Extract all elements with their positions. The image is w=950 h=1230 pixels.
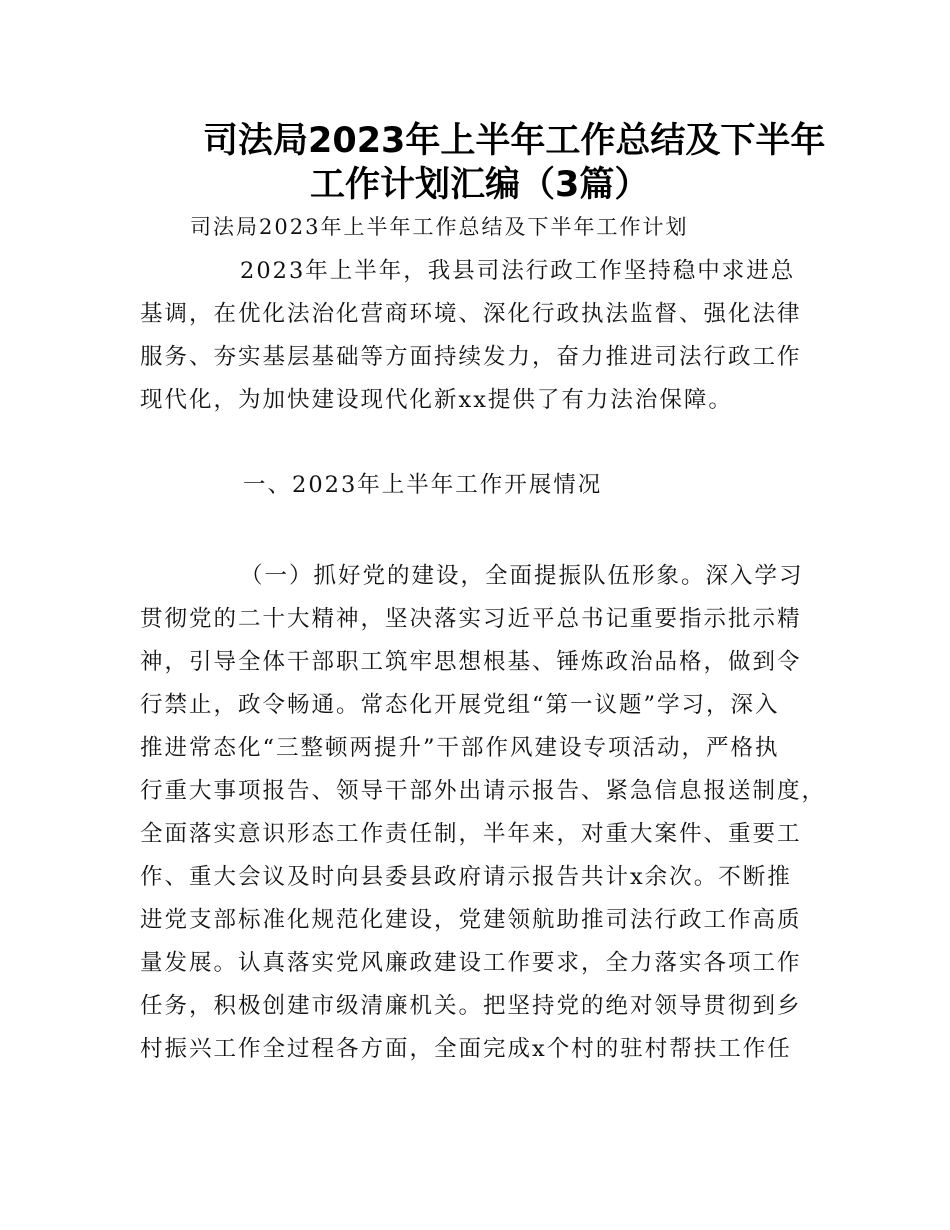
paragraph-line: 进党支部标准化规范化建设，党建领航助推司法行政工作高质: [140, 907, 802, 933]
paragraph-line: 服务、夯实基层基础等方面持续发力，奋力推进司法行政工作: [140, 344, 802, 370]
paragraph-line: 神，引导全体干部职工筑牢思想根基、锤炼政治品格，做到令: [140, 649, 802, 675]
paragraph-line: 全面落实意识形态工作责任制，半年来，对重大案件、重要工: [140, 821, 802, 847]
paragraph-line: （一）抓好党的建设，全面提振队伍形象。深入学习: [240, 563, 804, 589]
paragraph-line: 推进常态化“三整顿两提升”干部作风建设专项活动，严格执: [140, 735, 780, 761]
paragraph-line: 行禁止，政令畅通。常态化开展党组“第一议题”学习，深入: [140, 692, 780, 718]
document-title-line-1: 司法局2023年上半年工作总结及下半年: [203, 121, 826, 161]
intro-paragraph: [140, 250, 840, 422]
section-heading: 一、2023年上半年工作开展情况: [243, 472, 603, 498]
document-subtitle: 司法局2023年上半年工作总结及下半年工作计划: [190, 215, 689, 239]
paragraph-line: 现代化，为加快建设现代化新xx提供了有力法治保障。: [140, 387, 733, 413]
paragraph-line: 村振兴工作全过程各方面，全面完成x个村的驻村帮扶工作任: [140, 1036, 792, 1062]
paragraph-line: 作、重大会议及时向县委县政府请示报告共计x余次。不断推: [140, 864, 792, 890]
paragraph-line: 贯彻党的二十大精神，坚决落实习近平总书记重要指示批示精: [140, 606, 802, 632]
document-title-line-2: 工作计划汇编（3篇）: [310, 165, 650, 205]
section1-paragraph: [140, 555, 840, 1071]
paragraph-line: 行重大事项报告、领导干部外出请示报告、紧急信息报送制度，: [140, 778, 827, 804]
paragraph-line: 2023年上半年，我县司法行政工作坚持稳中求进总: [240, 258, 796, 284]
paragraph-line: 量发展。认真落实党风廉政建设工作要求，全力落实各项工作: [140, 950, 802, 976]
paragraph-line: 基调，在优化法治化营商环境、深化行政执法监督、强化法律: [140, 301, 802, 327]
paragraph-line: 任务，积极创建市级清廉机关。把坚持党的绝对领导贯彻到乡: [140, 993, 802, 1019]
